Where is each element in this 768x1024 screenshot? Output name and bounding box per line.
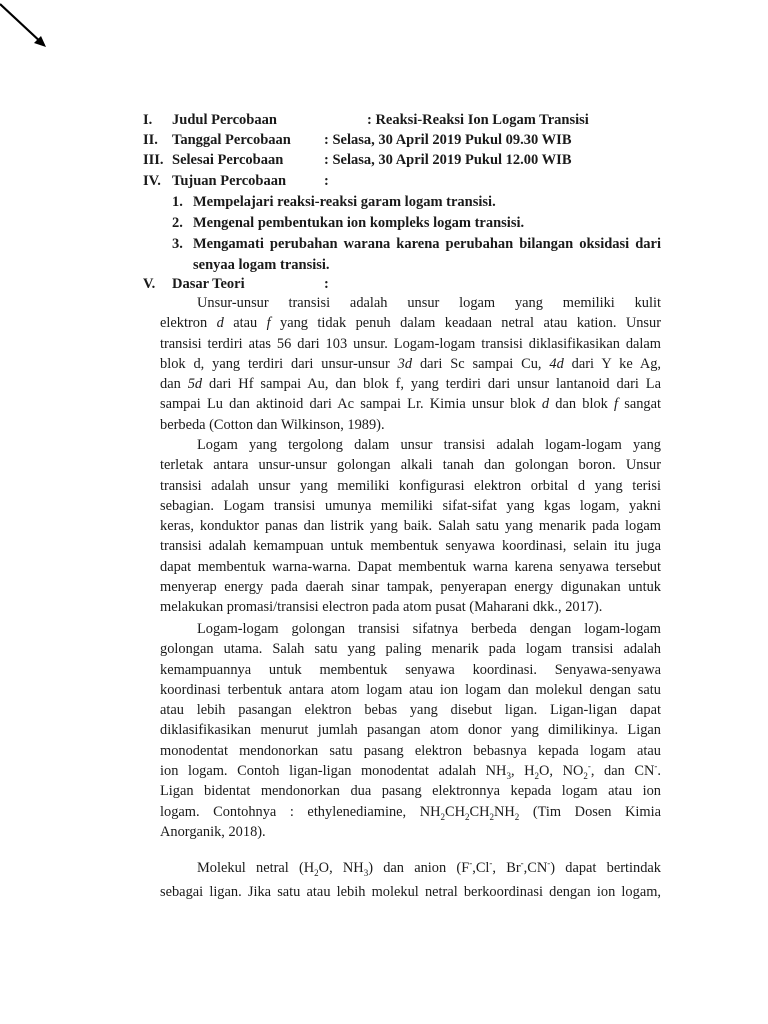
tanggal-label: Tanggal Percobaan xyxy=(172,132,291,148)
text-line: Anorganik, 2018). xyxy=(160,823,266,840)
text-line: blok d, yang terdiri dari unsur-unsur 3d dari Sc sampai Cu, 4d dari Y ke Ag, xyxy=(160,355,662,372)
text-line: terletak antara unsur-unsur golongan alkali tanah dan golongan boron. Unsur xyxy=(160,457,661,474)
paragraph-3 xyxy=(160,619,661,842)
tanggal-value: : Selasa, 30 April 2019 Pukul 09.30 WIB xyxy=(324,132,572,148)
text-line: transisi adalah kemampuan untuk membentuk senyawa koordinasi, selain itu juga xyxy=(160,538,661,555)
judul-value: : Reaksi-Reaksi Ion Logam Transisi xyxy=(367,112,589,128)
aim-number: 1. xyxy=(172,194,183,210)
numeral-iii: III. xyxy=(143,152,164,168)
dasar-teori-colon: : xyxy=(324,276,329,292)
text-line: dan 5d dari Hf sampai Au, dan blok f, yang terdiri dari unsur lantanoid dari La xyxy=(160,376,661,393)
text-line: Molekul netral ($H_2O$, $NH_3$) dan anion (F-,Cl-, Br-,CN-) dapat bertindak xyxy=(197,858,661,878)
text-line: melakukan promasi/transisi electron pada atom pusat (Maharani dkk., 2017). xyxy=(160,599,603,616)
text-line: koordinasi terbentuk antara atom logam atau ion logam dan molekul dengan satu xyxy=(160,681,661,698)
paragraph-2 xyxy=(160,435,661,618)
text-line: logam. Contohnya : ethylenediamine, $NH_2CH_2CH_2NH_2$ (Tim Dosen Kimia xyxy=(160,803,661,822)
arrow-icon xyxy=(0,0,60,60)
text-line: Unsur-unsur transisi adalah unsur logam yang memiliki kulit xyxy=(197,295,661,311)
aim-number: 3. xyxy=(172,236,183,252)
numeral-v: V. xyxy=(143,276,156,292)
aim-item: Mengamati perubahan warana karena perubahan bilangan oksidasi dari senyaa logam transisi. xyxy=(193,236,661,273)
numeral-iv: IV. xyxy=(143,173,161,189)
selesai-value: : Selasa, 30 April 2019 Pukul 12.00 WIB xyxy=(324,152,572,168)
text-line: atau lebih pasangan elektron bebas yang disebut ligan. Ligan-ligan dapat xyxy=(160,702,661,719)
text-line: Logam yang tergolong dalam unsur transisi adalah logam-logam yang xyxy=(197,437,661,453)
numeral-ii: II. xyxy=(143,132,158,148)
text-line: keras, konduktor panas dan listrik yang baik. Salah satu yang menarik pada logam xyxy=(160,518,661,535)
text-line: menyerap energy pada daerah sinar tampak, penyerapan energy digunakan untuk xyxy=(160,579,661,596)
text-line: kemampuannya untuk membentuk senyawa koordinasi. Senyawa-senyawa xyxy=(160,661,661,678)
text-line: dapat membentuk warna-warna. Dapat membentuk warna karena senyawa tersebut xyxy=(160,558,661,575)
text-line: transisi terdiri atas 56 dari 103 unsur. Logam-logam transisi diklasifikasikan dalam xyxy=(160,335,661,352)
text-line: ion logam. Contoh ligan-ligan monodentat adalah $NH_3$, $H_2O$, $NO_2^-$, dan CN-. xyxy=(160,761,662,781)
paragraph-1 xyxy=(160,293,661,435)
judul-label: Judul Percobaan xyxy=(172,112,277,128)
aim-item: Mempelajari reaksi-reaksi garam logam transisi. xyxy=(193,194,496,210)
dasar-teori-label: Dasar Teori xyxy=(172,276,245,292)
tujuan-colon: : xyxy=(324,173,329,189)
aim-number: 2. xyxy=(172,215,183,231)
text-line: berbeda (Cotton dan Wilkinson, 1989). xyxy=(160,416,385,433)
text-line: sebagian. Logam transisi umunya memiliki sifat-sifat yang kgas logam, yakni xyxy=(160,497,661,514)
text-line: transisi adalah unsur yang memiliki konfigurasi elektron orbital d yang terisi xyxy=(160,477,661,494)
text-line: Ligan bidentat mendonorkan dua pasang elektronnya kepada logam atau ion xyxy=(160,783,661,800)
text-line: diklasifikasikan menurut jumlah pasangan atom donor yang dimilikinya. Ligan xyxy=(160,722,661,739)
selesai-label: Selesai Percobaan xyxy=(172,152,284,168)
text-line: Logam-logam golongan transisi sifatnya berbeda dengan logam-logam xyxy=(197,621,661,637)
text-line: monodentat mendonorkan satu pasang elektron bebasnya kepada logam atau xyxy=(160,742,661,759)
text-line: elektron d atau f yang tidak penuh dalam keadaan netral atau kation. Unsur xyxy=(160,315,662,332)
text-line: sebagai ligan. Jika satu atau lebih molekul netral berkoordinasi dengan ion logam, xyxy=(160,884,661,900)
text-line: golongan utama. Salah satu yang paling menarik pada logam transisi adalah xyxy=(160,641,661,658)
numeral-i: I. xyxy=(143,112,153,128)
aim-item: Mengenal pembentukan ion kompleks logam transisi. xyxy=(193,215,525,231)
tujuan-label: Tujuan Percobaan xyxy=(172,173,287,189)
text-line: sampai Lu dan aktinoid dari Ac sampai Lr. Kimia unsur blok d dan blok f sangat xyxy=(160,396,661,413)
paragraph-4 xyxy=(160,856,661,904)
